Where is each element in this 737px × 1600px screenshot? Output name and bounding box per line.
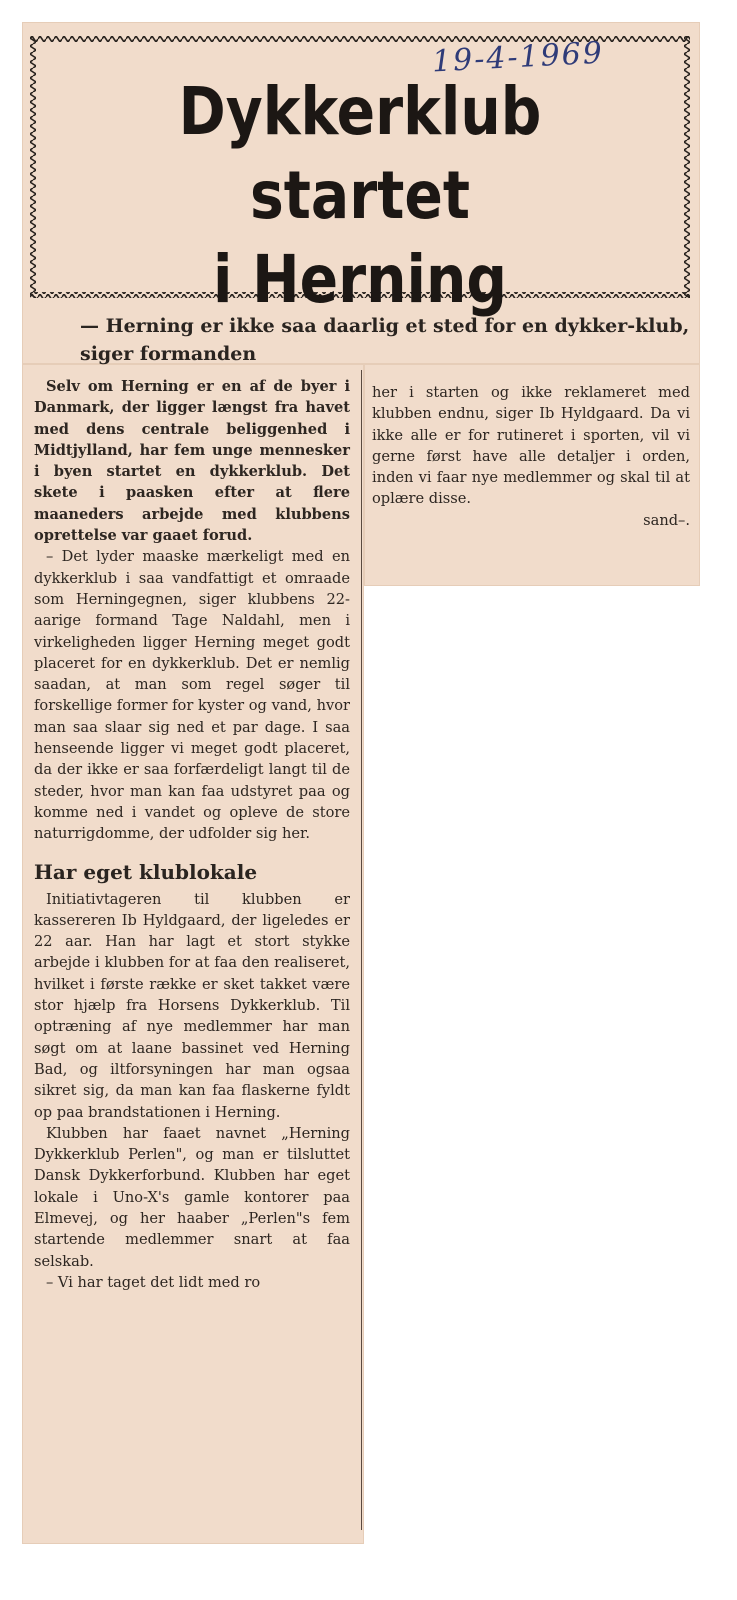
handwritten-date: 19-4-1969 (431, 35, 605, 80)
article-headline (76, 70, 644, 322)
body-paragraph-continued: her i starten og ikke reklameret med klubben endnu, siger Ib Hyldgaard. Da vi ikke alle er for rutineret i sporten, vil vi gerne først have alle detaljer i orden, inden vi faar nye medlemmer og skal til at oplære disse. (372, 384, 690, 508)
article-right-column (372, 382, 690, 531)
crosshead: Har eget klublokale (34, 859, 258, 884)
body-paragraph: – Det lyder maaske mærkeligt med en dykkerklub i saa vandfattigt et omraade som Herningegnen, siger klubbens 22-aarige formand Tage Naldahl, men i virkeligheden ligger Herning meget godt placeret for en dykkerklub. Det er nemlig saadan, at man som regel søger til forskellige former for kyster og vand, hvor man saa slaar sig ned et par dage. I saa henseende ligger vi meget godt placeret, da der ikke er saa forfærdeligt langt til de steder, hvor man kan faa udstyret paa og komme ned i vandet og opleve de store naturrigdomme, der udfolder sig her. (34, 548, 350, 843)
body-paragraph: Initiativtageren til klubben er kassereren Ib Hyldgaard, der ligeledes er 22 aar. Han har lagt et stort stykke arbejde i klubben for at faa den realiseret, hvilket i første række er sket takket være stor hjælp fra Horsens Dykkerklub. Til optræning af nye medlemmer har man søgt om at laane bassinet ved Herning Bad, og iltforsyningen har man ogsaa sikret sig, da man kan faa flaskerne fyldt op paa brandstationen i Herning. (34, 890, 350, 1121)
headline-line-2: i Herning (212, 241, 508, 318)
article-left-column (34, 376, 350, 1293)
body-paragraph: Klubben har faaet navnet „Herning Dykkerklub Perlen", og man er tilsluttet Dansk Dykkerforbund. Klubben har eget lokale i Uno-X's gamle kontorer paa Elmevej, og her haaber „Perlen"s fem startende medlemmer snart at faa selskab. (34, 1124, 350, 1270)
article-subheadline: — Herning er ikke saa daarlig et sted for en dykker-klub, siger formanden (80, 315, 690, 365)
headline-line-1: Dykkerklub startet (178, 73, 542, 234)
author-signature: sand–. (643, 511, 690, 529)
body-paragraph: – Vi har taget det lidt med ro (46, 1273, 261, 1291)
lead-paragraph: Selv om Herning er en af de byer i Danmark, der ligger længst fra havet med dens centrale beliggenhed i Midtjylland, har fem unge mennesker i byen startet en dykkerklub. Det skete i paasken efter at flere maaneders arbejde med klubbens oprettelse var gaaet forud. (34, 378, 350, 545)
column-divider (361, 370, 362, 1530)
